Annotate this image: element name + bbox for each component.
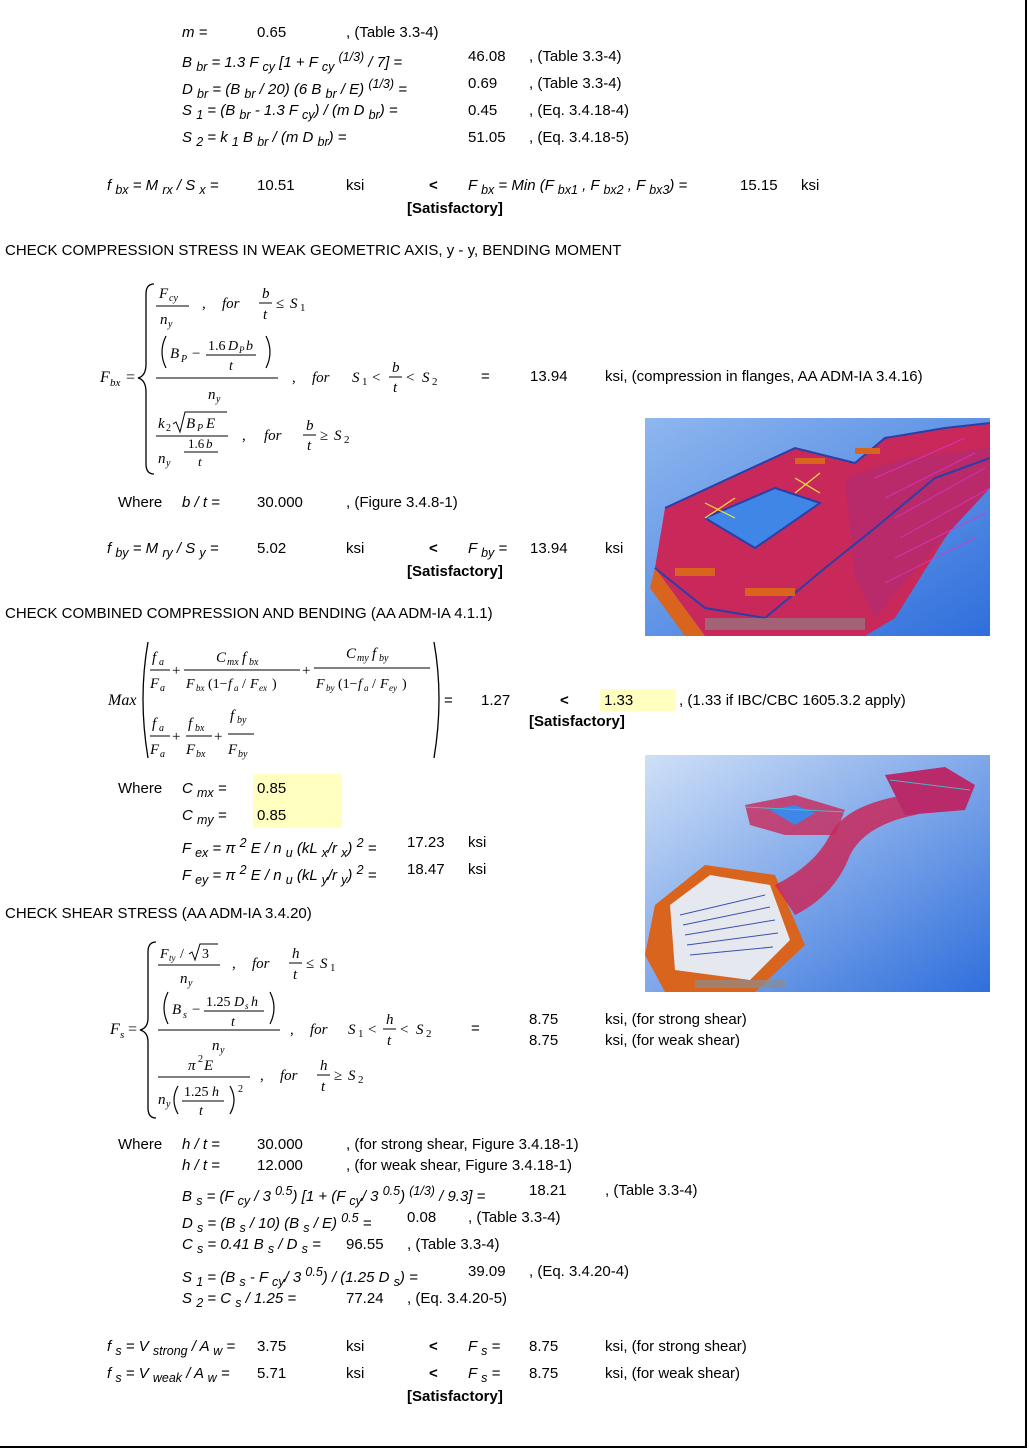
svg-text:P: P xyxy=(239,345,245,355)
fby-check-value: 5.02 xyxy=(257,540,287,557)
svg-text:<: < xyxy=(372,370,381,386)
fs-formula-equals: = xyxy=(471,1020,480,1037)
svg-text:for: for xyxy=(280,1068,298,1084)
ht-weak-ref: , (for weak shear, Figure 3.4.18-1) xyxy=(346,1157,572,1174)
svg-text:S: S xyxy=(334,428,342,444)
status-satisfactory: [Satisfactory] xyxy=(407,200,503,217)
svg-text:): ) xyxy=(402,677,407,692)
svg-text:a: a xyxy=(159,723,164,734)
s1-value: 0.45 xyxy=(468,102,498,119)
svg-text:S: S xyxy=(352,370,360,386)
svg-text:for: for xyxy=(222,296,240,312)
svg-text:ex: ex xyxy=(259,683,267,693)
fs-weak-rhs-label: F $_s$ = xyxy=(468,1365,501,1385)
fs-strong-check-unit: ksi xyxy=(346,1338,365,1355)
fs-weak-value: 8.75 xyxy=(529,1032,559,1049)
fby-check-label: f $_{by}$ = M $_{ry}$ / S $_y$ = xyxy=(107,540,219,560)
svg-text:f: f xyxy=(372,646,377,662)
bt-value: 30.000 xyxy=(257,494,303,511)
svg-text:for: for xyxy=(312,370,330,386)
svg-text:a: a xyxy=(159,657,164,668)
svg-text:my: my xyxy=(357,653,369,664)
svg-text:b: b xyxy=(306,418,314,434)
svg-text:F: F xyxy=(150,676,160,692)
svg-text:b: b xyxy=(392,360,400,376)
svg-text:ey: ey xyxy=(389,683,397,693)
fbx-formula-value: 13.94 xyxy=(530,368,568,385)
bs-ref: , (Table 3.3-4) xyxy=(605,1182,698,1199)
svg-text:t: t xyxy=(198,454,202,469)
svg-text:=: = xyxy=(128,1021,138,1038)
svg-text:E: E xyxy=(204,1058,214,1074)
fbx-formula-equals: = xyxy=(481,368,490,385)
fbx-check-unit: ksi xyxy=(346,177,365,194)
combined-formula-lhs: Max xyxy=(108,692,137,709)
ht-strong-label: h / t = xyxy=(182,1136,220,1153)
svg-text:y: y xyxy=(166,1099,171,1110)
svg-text:a: a xyxy=(364,683,369,693)
svg-text:F: F xyxy=(228,742,238,758)
svg-text:1.6: 1.6 xyxy=(188,436,205,451)
svg-text:B: B xyxy=(186,416,196,432)
cmx-value[interactable]: 0.85 xyxy=(257,780,287,797)
svg-text:n: n xyxy=(180,971,188,987)
fs-weak-check-unit: ksi xyxy=(346,1365,365,1382)
cmx-label: C $_{mx}$ = xyxy=(182,780,227,800)
fs-strong-rhs-value: 8.75 xyxy=(529,1338,559,1355)
svg-text:+: + xyxy=(172,663,181,679)
section-title-shear: CHECK SHEAR STRESS (AA ADM-IA 3.4.20) xyxy=(5,905,312,922)
svg-text:−: − xyxy=(192,346,201,362)
combined-limit-value[interactable]: 1.33 xyxy=(604,692,634,709)
svg-text:S: S xyxy=(320,956,328,972)
svg-text:2: 2 xyxy=(426,1028,432,1040)
svg-text:h: h xyxy=(292,946,300,962)
less-than-symbol: < xyxy=(560,692,569,709)
svg-text:2: 2 xyxy=(166,423,171,434)
svg-text:≤: ≤ xyxy=(306,956,315,972)
svg-text:n: n xyxy=(212,1038,220,1054)
svg-text:π: π xyxy=(188,1058,196,1074)
svg-text:1: 1 xyxy=(358,1028,364,1040)
svg-text:bx: bx xyxy=(110,377,121,389)
dbr-ref: , (Table 3.3-4) xyxy=(529,75,622,92)
svg-text:F: F xyxy=(186,677,195,692)
svg-text:−: − xyxy=(192,1002,201,1018)
fs-weak-rhs-value: 8.75 xyxy=(529,1365,559,1382)
svg-text:2: 2 xyxy=(198,1054,203,1065)
fex-value: 17.23 xyxy=(407,834,445,851)
svg-text:S: S xyxy=(290,296,298,312)
svg-text:S: S xyxy=(416,1022,424,1038)
svg-text:/: / xyxy=(180,947,184,962)
cs-label: C $_s$ = 0.41 B $_s$ / D $_s$ = xyxy=(182,1236,321,1256)
status-satisfactory: [Satisfactory] xyxy=(407,1388,503,1405)
svg-text:F: F xyxy=(150,742,160,758)
svg-text:+: + xyxy=(302,663,311,679)
ss2-ref: , (Eq. 3.4.20-5) xyxy=(407,1290,508,1307)
combined-equals: = xyxy=(444,692,453,709)
ht-weak-label: h / t = xyxy=(182,1157,220,1174)
svg-text:P: P xyxy=(197,423,204,434)
svg-text:cy: cy xyxy=(169,293,178,304)
fex-unit: ksi xyxy=(468,834,487,851)
svg-text:1: 1 xyxy=(300,302,306,314)
less-than-symbol: < xyxy=(429,1338,438,1355)
svg-text:t: t xyxy=(229,359,233,374)
ss1-label: S $_1$ = (B $_s$ - F $_{cy}$/ 3 $^{0.5}$) / (1.25 D $_s$) = xyxy=(182,1265,418,1289)
svg-text:P: P xyxy=(181,354,188,365)
svg-text:2: 2 xyxy=(358,1074,364,1086)
fs-case2-condition xyxy=(346,1010,436,1054)
svg-text:F: F xyxy=(186,742,196,758)
svg-text:F: F xyxy=(160,947,169,962)
svg-text:,: , xyxy=(292,370,296,386)
section-title-combined: CHECK COMBINED COMPRESSION AND BENDING (AA ADM-IA 4.1.1) xyxy=(5,605,493,622)
svg-text:n: n xyxy=(160,312,168,328)
cs-ref: , (Table 3.3-4) xyxy=(407,1236,500,1253)
svg-text:/: / xyxy=(242,677,246,692)
svg-text:2: 2 xyxy=(238,1084,243,1095)
svg-text:1: 1 xyxy=(330,962,336,974)
svg-text:y: y xyxy=(166,458,171,469)
svg-text:bx: bx xyxy=(195,723,205,734)
svg-text:,: , xyxy=(202,296,206,312)
svg-text:by: by xyxy=(379,653,389,664)
bs-value: 18.21 xyxy=(529,1182,567,1199)
svg-text:a: a xyxy=(234,683,239,693)
where-label: Where xyxy=(118,494,163,511)
bbr-value: 46.08 xyxy=(468,48,506,65)
svg-text:2: 2 xyxy=(344,434,350,446)
svg-text:<: < xyxy=(400,1022,409,1038)
svg-text:B: B xyxy=(170,346,180,362)
fey-value: 18.47 xyxy=(407,861,445,878)
ss2-label: S $_2$ = C $_s$ / 1.25 = xyxy=(182,1290,297,1310)
svg-text:k: k xyxy=(158,416,165,432)
svg-text:C: C xyxy=(216,650,227,666)
svg-text:f: f xyxy=(230,708,235,724)
svg-text:bx: bx xyxy=(249,657,259,668)
svg-text:mx: mx xyxy=(227,657,239,668)
svg-text:for: for xyxy=(252,956,270,972)
bbr-ref: , (Table 3.3-4) xyxy=(529,48,622,65)
svg-text:+: + xyxy=(172,729,181,745)
fbx-min-label: F $_{bx}$ = Min (F $_{bx1}$ , F $_{bx2}$ , F $_{bx3}$) = xyxy=(468,177,688,197)
svg-text:,: , xyxy=(242,428,246,444)
s2-value: 51.05 xyxy=(468,129,506,146)
fs-case3 xyxy=(154,1052,374,1122)
s1-label: S $_1$ = (B $_{br}$ - 1.3 F $_{cy}$) / (m D $_{br}$) = xyxy=(182,102,398,122)
svg-text:y: y xyxy=(220,1045,225,1056)
svg-text:f: f xyxy=(358,677,362,692)
building-render-image-1 xyxy=(645,418,990,636)
svg-text:S: S xyxy=(422,370,430,386)
where-label: Where xyxy=(118,780,163,797)
fbx-formula-lhs: F xyxy=(100,369,110,386)
svg-text:f: f xyxy=(152,650,157,666)
ds-ref: , (Table 3.3-4) xyxy=(468,1209,561,1226)
svg-text:s: s xyxy=(183,1010,187,1021)
fs-formula-lhs: F xyxy=(110,1021,120,1038)
svg-text:E: E xyxy=(206,416,216,432)
svg-text:C: C xyxy=(346,646,357,662)
status-satisfactory: [Satisfactory] xyxy=(529,713,625,730)
svg-text:bx: bx xyxy=(196,683,205,693)
svg-text:t: t xyxy=(307,438,312,454)
fbx-min-value: 15.15 xyxy=(740,177,778,194)
svg-text:a: a xyxy=(160,749,165,760)
svg-text:(1−: (1− xyxy=(338,677,358,692)
fs-weak-rhs-note: ksi, (for weak shear) xyxy=(605,1365,741,1382)
svg-text:f: f xyxy=(188,716,193,732)
fbx-check-value: 10.51 xyxy=(257,177,295,194)
svg-text:t: t xyxy=(231,1015,235,1030)
svg-text:s: s xyxy=(245,1001,249,1011)
fs-strong-check-value: 3.75 xyxy=(257,1338,287,1355)
cmy-value[interactable]: 0.85 xyxy=(257,807,287,824)
svg-text:by: by xyxy=(238,749,248,760)
svg-text:≤: ≤ xyxy=(276,296,285,312)
fby-rhs-label: F $_{by}$ = xyxy=(468,540,508,560)
s2-label: S $_2$ = k $_1$ B $_{br}$ / (m D $_{br}$) = xyxy=(182,129,347,149)
fbx-check-label: f $_{bx}$ = M $_{rx}$ / S $_x$ = xyxy=(107,177,219,197)
fby-rhs-unit: ksi xyxy=(605,540,624,557)
fby-check-unit: ksi xyxy=(346,540,365,557)
ss1-ref: , (Eq. 3.4.20-4) xyxy=(529,1263,630,1280)
fs-weak-note: ksi, (for weak shear) xyxy=(605,1032,741,1049)
less-than-symbol: < xyxy=(429,177,438,194)
svg-text:1: 1 xyxy=(362,376,368,388)
less-than-symbol: < xyxy=(429,1365,438,1382)
svg-text:for: for xyxy=(264,428,282,444)
combined-interaction-formula xyxy=(104,638,444,762)
bt-ref: , (Figure 3.4.8-1) xyxy=(346,494,458,511)
fs-strong-check-label: f $_s$ = V $_{strong}$ / A $_w$ = xyxy=(107,1338,236,1358)
s1-ref: , (Eq. 3.4.18-4) xyxy=(529,102,630,119)
svg-text:D: D xyxy=(228,339,239,354)
svg-text:y: y xyxy=(216,394,221,405)
ht-strong-value: 30.000 xyxy=(257,1136,303,1153)
where-label: Where xyxy=(118,1136,163,1153)
svg-text:B: B xyxy=(172,1002,182,1018)
fs-strong-rhs-note: ksi, (for strong shear) xyxy=(605,1338,747,1355)
m-value: 0.65 xyxy=(257,24,287,41)
svg-text:n: n xyxy=(208,387,216,403)
svg-text:h: h xyxy=(320,1058,328,1074)
svg-text:t: t xyxy=(393,380,398,396)
svg-text:t: t xyxy=(387,1033,392,1049)
ss2-value: 77.24 xyxy=(346,1290,384,1307)
bt-label: b / t = xyxy=(182,494,220,511)
svg-text:by: by xyxy=(326,683,335,693)
svg-text:<: < xyxy=(406,370,415,386)
section-title-weak-axis: CHECK COMPRESSION STRESS IN WEAK GEOMETRIC AXIS, y - y, BENDING MOMENT xyxy=(5,242,622,259)
m-label: m = xyxy=(182,24,208,41)
svg-text:b: b xyxy=(246,339,253,354)
dbr-label: D $_{br}$ = (B $_{br}$ / 20) (6 B $_{br}$ / E) $^{(1/3)}$ = xyxy=(182,77,407,101)
fs-strong-note: ksi, (for strong shear) xyxy=(605,1011,747,1028)
svg-text:y: y xyxy=(188,978,193,989)
svg-text:≥: ≥ xyxy=(334,1068,343,1084)
svg-text:F: F xyxy=(159,286,169,302)
svg-text:f: f xyxy=(242,650,247,666)
svg-text:t: t xyxy=(199,1104,203,1119)
svg-text:1.25: 1.25 xyxy=(206,995,231,1010)
svg-text:f: f xyxy=(152,716,157,732)
svg-text:(1−: (1− xyxy=(208,677,228,692)
fs-strong-value: 8.75 xyxy=(529,1011,559,1028)
svg-text:,: , xyxy=(290,1022,294,1038)
svg-text:t: t xyxy=(263,307,268,323)
fey-label: F $_{ey}$ = π $^2$ E / n $_u$ (kL $_y$/r $_y$) $^2$ = xyxy=(182,863,377,887)
svg-text:+: + xyxy=(214,729,223,745)
svg-text:F: F xyxy=(250,677,259,692)
svg-text:<: < xyxy=(368,1022,377,1038)
svg-text:F: F xyxy=(380,677,389,692)
ht-weak-value: 12.000 xyxy=(257,1157,303,1174)
svg-text:b: b xyxy=(206,436,213,451)
svg-text:t: t xyxy=(293,967,298,983)
svg-text:D: D xyxy=(234,995,245,1010)
svg-text:h: h xyxy=(386,1012,394,1028)
s2-ref: , (Eq. 3.4.18-5) xyxy=(529,129,630,146)
fs-strong-rhs-label: F $_s$ = xyxy=(468,1338,501,1358)
cs-value: 96.55 xyxy=(346,1236,384,1253)
ht-strong-ref: , (for strong shear, Figure 3.4.18-1) xyxy=(346,1136,579,1153)
svg-text:s: s xyxy=(120,1029,125,1041)
svg-text:3: 3 xyxy=(202,947,209,962)
svg-text:y: y xyxy=(168,319,173,330)
svg-text:2: 2 xyxy=(432,376,438,388)
fbx-formula-note: ksi, (compression in flanges, AA ADM-IA 3.4.16) xyxy=(605,368,923,385)
svg-text:h: h xyxy=(251,995,258,1010)
svg-text:1.6: 1.6 xyxy=(208,339,226,354)
svg-text:f: f xyxy=(228,677,232,692)
ds-label: D $_s$ = (B $_s$ / 10) (B $_s$ / E) $^{0.5}$ = xyxy=(182,1211,372,1235)
svg-text:for: for xyxy=(310,1022,328,1038)
bbr-label: B $_{br}$ = 1.3 F $_{cy}$ [1 + F $_{cy}$ $^{(1/3)}$ / 7] = xyxy=(182,50,403,74)
fby-rhs-value: 13.94 xyxy=(530,540,568,557)
svg-text:=: = xyxy=(126,369,136,386)
svg-text:bx: bx xyxy=(196,749,206,760)
cmy-label: C $_{my}$ = xyxy=(182,807,227,827)
fbx-min-unit: ksi xyxy=(801,177,820,194)
combined-limit-note: , (1.33 if IBC/CBC 1605.3.2 apply) xyxy=(679,692,906,709)
svg-text:/: / xyxy=(372,677,376,692)
svg-text:,: , xyxy=(260,1068,264,1084)
combined-value: 1.27 xyxy=(481,692,511,709)
svg-text:,: , xyxy=(232,956,236,972)
svg-text:t: t xyxy=(321,1079,326,1095)
svg-text:): ) xyxy=(272,677,277,692)
svg-text:S: S xyxy=(348,1068,356,1084)
fbx-piecewise-formula xyxy=(96,278,456,480)
svg-text:b: b xyxy=(262,286,270,302)
less-than-symbol: < xyxy=(429,540,438,557)
svg-text:≥: ≥ xyxy=(320,428,329,444)
fs-weak-check-label: f $_s$ = V $_{weak}$ / A $_w$ = xyxy=(107,1365,230,1385)
svg-text:by: by xyxy=(237,715,247,726)
dbr-value: 0.69 xyxy=(468,75,498,92)
building-render-image-2 xyxy=(645,755,990,992)
svg-text:S: S xyxy=(348,1022,356,1038)
ss1-value: 39.09 xyxy=(468,1263,506,1280)
svg-text:ty: ty xyxy=(169,953,176,963)
fey-unit: ksi xyxy=(468,861,487,878)
fex-label: F $_{ex}$ = π $^2$ E / n $_u$ (kL $_x$/r $_x$) $^2$ = xyxy=(182,836,377,860)
svg-text:n: n xyxy=(158,1092,166,1108)
svg-text:F: F xyxy=(316,677,325,692)
svg-text:a: a xyxy=(160,683,165,694)
svg-text:h: h xyxy=(212,1085,219,1100)
status-satisfactory: [Satisfactory] xyxy=(407,563,503,580)
svg-text:n: n xyxy=(158,451,166,467)
ds-value: 0.08 xyxy=(407,1209,437,1226)
bs-label: B $_s$ = (F $_{cy}$ / 3 $^{0.5}$) [1 + (F $_{cy}$/ 3 $^{0.5}$) $^{(1/3)}$ / 9.3] = xyxy=(182,1184,486,1208)
svg-text:1.25: 1.25 xyxy=(184,1085,209,1100)
m-ref: , (Table 3.3-4) xyxy=(346,24,439,41)
fs-weak-check-value: 5.71 xyxy=(257,1365,287,1382)
